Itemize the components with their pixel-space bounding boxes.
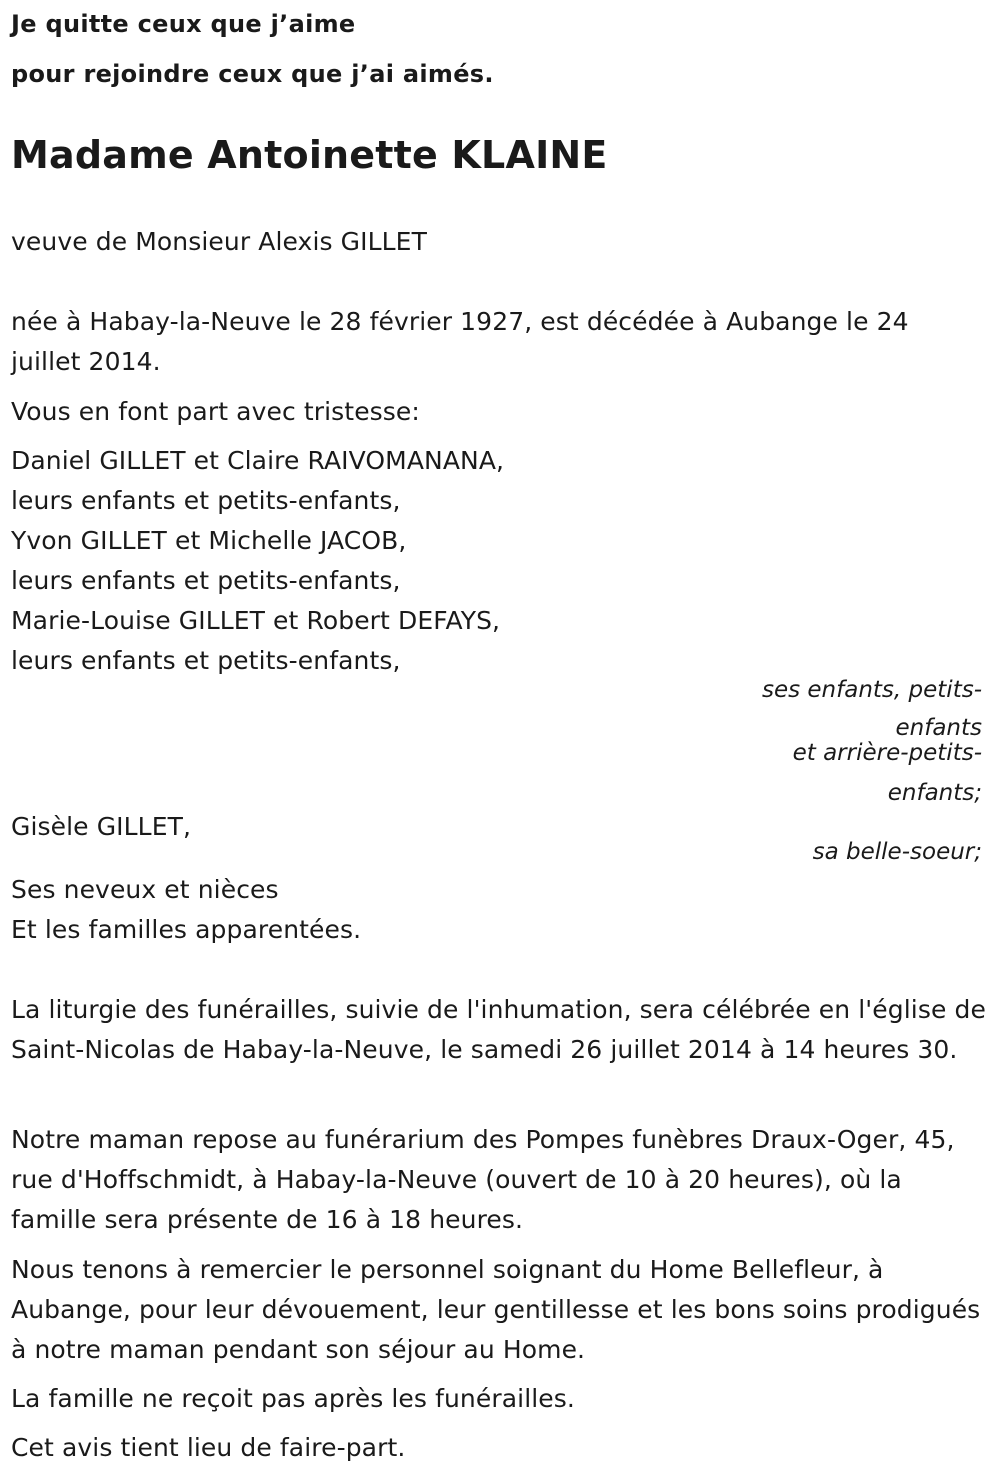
family-line: Marie-Louise GILLET et Robert DEFAYS, — [11, 606, 501, 635]
sister-in-law: Gisèle GILLET, — [11, 812, 192, 841]
liturgy-paragraph: La liturgie des funérailles, suivie de l'inhumation, sera célébrée en l'église de Saint-Nicolas de Habay-la-Neuve, le samedi 26 juillet 2014 à 14 heures 30. — [11, 995, 986, 1064]
quote-line-2: pour rejoindre ceux que j’ai aimés. — [11, 60, 494, 88]
family-line: Yvon GILLET et Michelle JACOB, — [11, 526, 407, 555]
relatives-line-2: Et les familles apparentées. — [11, 915, 362, 944]
thanks-paragraph: Nous tenons à remercier le personnel soignant du Home Bellefleur, à Aubange, pour leur dévouement, leur gentillesse et les bons soins prodigués à notre maman pendant son séjour au Home. — [11, 1255, 981, 1364]
family-line: leurs enfants et petits-enfants, — [11, 646, 401, 675]
children-role-1: ses enfants, petits-enfants — [761, 677, 982, 741]
family-line: Daniel GILLET et Claire RAIVOMANANA, — [11, 446, 505, 475]
family-list — [11, 441, 504, 681]
sister-in-law-role: sa belle-soeur; — [812, 839, 982, 865]
deceased-name: Madame Antoinette KLAINE — [11, 133, 608, 177]
no-reception-line: La famille ne reçoit pas après les funérailles. — [11, 1384, 575, 1413]
notice-line: Cet avis tient lieu de faire-part. — [11, 1433, 406, 1462]
family-line: leurs enfants et petits-enfants, — [11, 486, 401, 515]
children-role-2: et arrière-petits-enfants; — [792, 740, 982, 806]
widow-of: veuve de Monsieur Alexis GILLET — [11, 227, 427, 256]
funerarium-paragraph: Notre maman repose au funérarium des Pompes funèbres Draux-Oger, 45, rue d'Hoffschmidt, à Habay-la-Neuve (ouvert de 10 à 20 heures), où la famille sera présente de 16 à 18 heures. — [11, 1125, 955, 1234]
birth-death-statement: née à Habay-la-Neuve le 28 février 1927, est décédée à Aubange le 24 juillet 2014. — [11, 307, 909, 376]
relatives-line-1: Ses neveux et nièces — [11, 875, 279, 904]
announcement-intro: Vous en font part avec tristesse: — [11, 397, 420, 426]
family-line: leurs enfants et petits-enfants, — [11, 566, 401, 595]
quote-line-1: Je quitte ceux que j’aime — [11, 10, 356, 38]
